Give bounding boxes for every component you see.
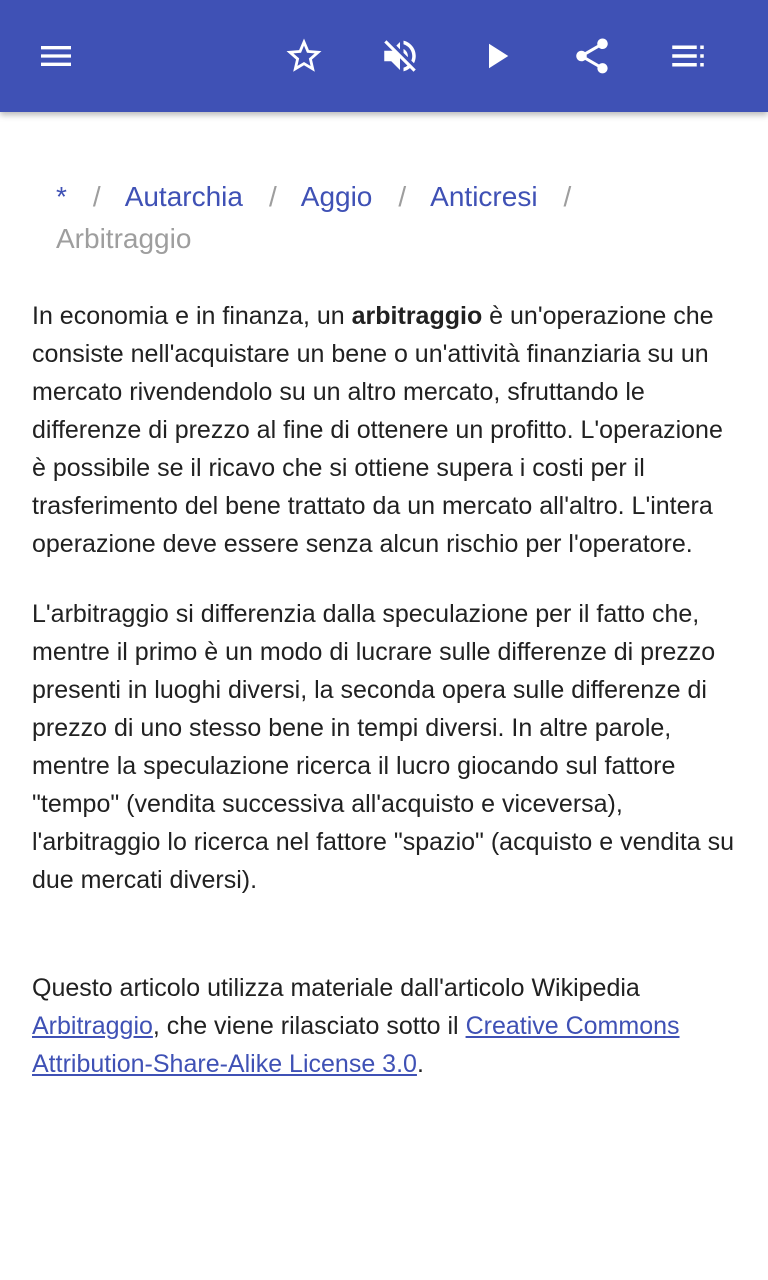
paragraph-text: è un'operazione che consiste nell'acquistare un bene o un'attività finanziaria su un mercato rivendendolo su un altro mercato, sfruttando le differenze di prezzo al fine di ottenere un profitto. L'operazione è possibile se il ricavo che si ottiene supera i costi per il trasferimento del bene trattato da un mercato all'altro. L'intera operazione deve essere senza alcun rischio per l'operatore. — [32, 302, 723, 558]
bookmark-button[interactable] — [268, 20, 340, 92]
attribution-text — [32, 969, 740, 1083]
article-body — [32, 297, 740, 1083]
attribution-suffix: . — [416, 1050, 424, 1078]
breadcrumb-item-aggio[interactable]: Aggio — [300, 181, 373, 212]
wikipedia-article-link[interactable]: Arbitraggio — [32, 1012, 153, 1040]
license-link[interactable]: Creative Commons Attribution-Share-Alike License 3.0 — [32, 1012, 680, 1078]
breadcrumb-current: Arbitraggio — [56, 223, 192, 254]
mute-button[interactable] — [364, 20, 436, 92]
paragraph-text: In economia e in finanza, un — [32, 302, 352, 330]
breadcrumb-separator: / — [268, 181, 277, 212]
star-outline-icon — [283, 35, 325, 77]
menu-button[interactable] — [20, 20, 92, 92]
contents-button[interactable] — [652, 20, 724, 92]
article-term: arbitraggio — [351, 302, 483, 330]
attribution-middle: , che viene rilasciato sotto il — [152, 1012, 466, 1040]
app-toolbar — [0, 0, 768, 112]
attribution-prefix: Questo articolo utilizza materiale dall'articolo Wikipedia — [32, 974, 640, 1002]
playlist-icon — [667, 35, 709, 77]
breadcrumb-separator: / — [92, 181, 101, 212]
share-icon — [571, 35, 613, 77]
paragraph-speculation: L'arbitraggio si differenzia dalla speculazione per il fatto che, mentre il primo è un modo di lucrare sulle differenze di prezzo presenti in luoghi diversi, la seconda opera sulle differenze di prezzo di uno stesso bene in tempi diversi. In altre parole, mentre la speculazione ricerca il lucro giocando sul fattore "tempo" (vendita successiva all'acquisto e viceversa), l'arbitraggio lo ricerca nel fattore "spazio" (acquisto e vendita su due mercati diversi). — [32, 600, 735, 894]
menu-icon — [36, 36, 76, 76]
play-icon — [475, 35, 517, 77]
share-button[interactable] — [556, 20, 628, 92]
article-content — [0, 112, 768, 1280]
breadcrumb-item-anticresi[interactable]: Anticresi — [430, 181, 538, 212]
volume-off-icon — [379, 35, 421, 77]
breadcrumb-item-home[interactable]: * — [56, 181, 67, 212]
breadcrumb-item-autarchia[interactable]: Autarchia — [124, 181, 243, 212]
breadcrumb-separator: / — [398, 181, 407, 212]
play-button[interactable] — [460, 20, 532, 92]
breadcrumb — [56, 176, 736, 260]
paragraph-intro — [32, 297, 740, 563]
breadcrumb-separator: / — [563, 181, 572, 212]
